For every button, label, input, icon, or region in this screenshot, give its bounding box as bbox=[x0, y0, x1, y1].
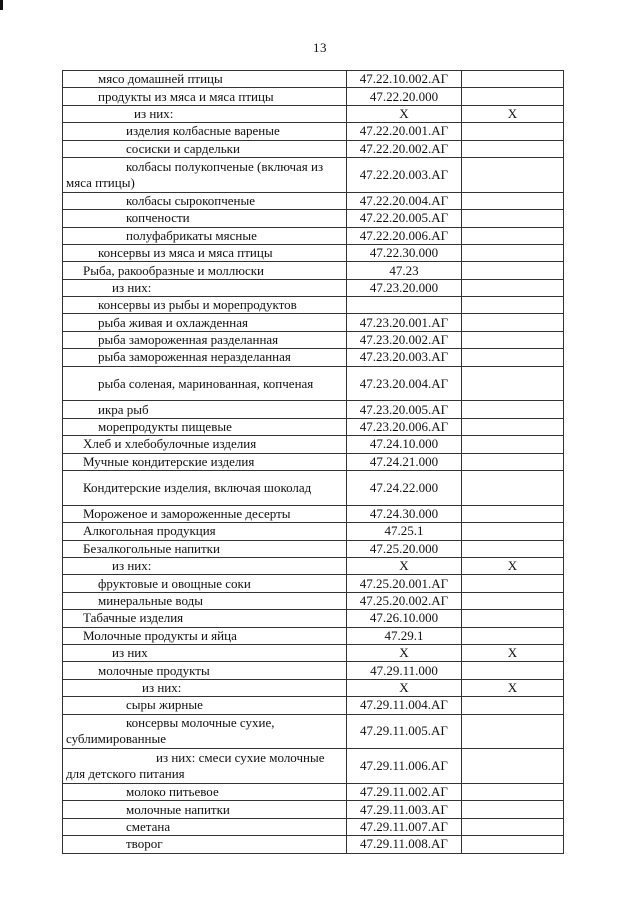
mark-cell bbox=[462, 140, 564, 157]
table-row bbox=[63, 297, 564, 314]
product-name-cell: Кондитерские изделия, включая шоколад bbox=[63, 471, 347, 506]
table-row bbox=[63, 801, 564, 818]
mark-cell bbox=[462, 471, 564, 506]
product-name-cell: фруктовые и овощные соки bbox=[63, 575, 347, 592]
okved-code-cell: 47.23.20.004.АГ bbox=[347, 366, 462, 401]
mark-cell bbox=[462, 418, 564, 435]
okved-code-cell: Х bbox=[347, 679, 462, 696]
table-row bbox=[63, 192, 564, 209]
product-name-cell: консервы из мяса и мяса птицы bbox=[63, 244, 347, 261]
okved-code-cell: 47.23.20.001.АГ bbox=[347, 314, 462, 331]
product-name-cell: Молочные продукты и яйца bbox=[63, 627, 347, 644]
product-name-cell: сыры жирные bbox=[63, 697, 347, 714]
product-name-cell: полуфабрикаты мясные bbox=[63, 227, 347, 244]
table-row bbox=[63, 279, 564, 296]
okved-code-cell: Х bbox=[347, 557, 462, 574]
table-row bbox=[63, 749, 564, 784]
table-row bbox=[63, 71, 564, 88]
mark-cell bbox=[462, 227, 564, 244]
products-table bbox=[62, 70, 564, 854]
table-row bbox=[63, 471, 564, 506]
mark-cell bbox=[462, 836, 564, 853]
okved-code-cell: 47.23.20.003.АГ bbox=[347, 349, 462, 366]
okved-code-cell: 47.24.10.000 bbox=[347, 436, 462, 453]
okved-code-cell: 47.26.10.000 bbox=[347, 610, 462, 627]
product-name-cell: из них: bbox=[63, 557, 347, 574]
product-name-cell: рыба замороженная неразделанная bbox=[63, 349, 347, 366]
mark-cell bbox=[462, 592, 564, 609]
okved-code-cell: 47.29.11.007.АГ bbox=[347, 818, 462, 835]
mark-cell bbox=[462, 610, 564, 627]
table-row bbox=[63, 610, 564, 627]
table-row bbox=[63, 123, 564, 140]
mark-cell bbox=[462, 157, 564, 192]
table-row bbox=[63, 557, 564, 574]
okved-code-cell: 47.25.1 bbox=[347, 523, 462, 540]
mark-cell: Х bbox=[462, 679, 564, 696]
okved-code-cell: 47.24.21.000 bbox=[347, 453, 462, 470]
table-row bbox=[63, 210, 564, 227]
okved-code-cell: 47.29.11.002.АГ bbox=[347, 784, 462, 801]
okved-code-cell: 47.29.11.005.АГ bbox=[347, 714, 462, 749]
okved-code-cell: 47.23.20.005.АГ bbox=[347, 401, 462, 418]
okved-code-cell: Х bbox=[347, 644, 462, 661]
corner-mark bbox=[0, 0, 3, 10]
mark-cell bbox=[462, 436, 564, 453]
mark-cell: Х bbox=[462, 644, 564, 661]
table-row bbox=[63, 540, 564, 557]
okved-code-cell: 47.29.11.000 bbox=[347, 662, 462, 679]
table-row bbox=[63, 349, 564, 366]
okved-code-cell: 47.29.11.004.АГ bbox=[347, 697, 462, 714]
table-row bbox=[63, 314, 564, 331]
mark-cell bbox=[462, 71, 564, 88]
okved-code-cell: 47.25.20.002.АГ bbox=[347, 592, 462, 609]
mark-cell: Х bbox=[462, 557, 564, 574]
table-row bbox=[63, 262, 564, 279]
okved-code-cell: 47.22.30.000 bbox=[347, 244, 462, 261]
okved-code-cell: 47.22.20.003.АГ bbox=[347, 157, 462, 192]
mark-cell: Х bbox=[462, 105, 564, 122]
okved-code-cell: 47.24.30.000 bbox=[347, 505, 462, 522]
mark-cell bbox=[462, 627, 564, 644]
table-row bbox=[63, 244, 564, 261]
mark-cell bbox=[462, 279, 564, 296]
mark-cell bbox=[462, 349, 564, 366]
mark-cell bbox=[462, 749, 564, 784]
table-row bbox=[63, 401, 564, 418]
table-row bbox=[63, 836, 564, 853]
okved-code-cell: 47.29.11.003.АГ bbox=[347, 801, 462, 818]
okved-code-cell: 47.25.20.001.АГ bbox=[347, 575, 462, 592]
product-name-cell: сосиски и сардельки bbox=[63, 140, 347, 157]
product-name-cell: Хлеб и хлебобулочные изделия bbox=[63, 436, 347, 453]
mark-cell bbox=[462, 88, 564, 105]
mark-cell bbox=[462, 401, 564, 418]
mark-cell bbox=[462, 505, 564, 522]
product-name-cell: сметана bbox=[63, 818, 347, 835]
table-row bbox=[63, 714, 564, 749]
okved-code-cell: 47.23 bbox=[347, 262, 462, 279]
product-name-cell: колбасы полукопченые (включая из мяса птицы) bbox=[63, 157, 347, 192]
mark-cell bbox=[462, 297, 564, 314]
table-row bbox=[63, 140, 564, 157]
okved-code-cell bbox=[347, 297, 462, 314]
mark-cell bbox=[462, 523, 564, 540]
mark-cell bbox=[462, 697, 564, 714]
table-row bbox=[63, 366, 564, 401]
product-name-cell: Мучные кондитерские изделия bbox=[63, 453, 347, 470]
mark-cell bbox=[462, 801, 564, 818]
product-name-cell: Мороженое и замороженные десерты bbox=[63, 505, 347, 522]
product-name-cell: творог bbox=[63, 836, 347, 853]
product-name-cell: Алкогольная продукция bbox=[63, 523, 347, 540]
table-row bbox=[63, 88, 564, 105]
mark-cell bbox=[462, 784, 564, 801]
product-name-cell: продукты из мяса и мяса птицы bbox=[63, 88, 347, 105]
okved-code-cell: 47.25.20.000 bbox=[347, 540, 462, 557]
table-row bbox=[63, 627, 564, 644]
product-name-cell: изделия колбасные вареные bbox=[63, 123, 347, 140]
mark-cell bbox=[462, 192, 564, 209]
product-name-cell: молочные напитки bbox=[63, 801, 347, 818]
table-row bbox=[63, 453, 564, 470]
table-row bbox=[63, 644, 564, 661]
okved-code-cell: 47.24.22.000 bbox=[347, 471, 462, 506]
product-name-cell: рыба живая и охлажденная bbox=[63, 314, 347, 331]
product-name-cell: из них: bbox=[63, 105, 347, 122]
mark-cell bbox=[462, 662, 564, 679]
mark-cell bbox=[462, 366, 564, 401]
mark-cell bbox=[462, 244, 564, 261]
product-name-cell: из них: смеси сухие молочные для детского питания bbox=[63, 749, 347, 784]
okved-code-cell: 47.23.20.002.АГ bbox=[347, 331, 462, 348]
product-name-cell: минеральные воды bbox=[63, 592, 347, 609]
table-row bbox=[63, 157, 564, 192]
product-name-cell: колбасы сырокопченые bbox=[63, 192, 347, 209]
okved-code-cell: 47.29.11.008.АГ bbox=[347, 836, 462, 853]
product-name-cell: из них: bbox=[63, 679, 347, 696]
mark-cell bbox=[462, 123, 564, 140]
table-row bbox=[63, 523, 564, 540]
product-name-cell: Безалкогольные напитки bbox=[63, 540, 347, 557]
okved-code-cell: 47.22.20.000 bbox=[347, 88, 462, 105]
table-row bbox=[63, 662, 564, 679]
table-row bbox=[63, 784, 564, 801]
product-name-cell: консервы из рыбы и морепродуктов bbox=[63, 297, 347, 314]
table-row bbox=[63, 331, 564, 348]
product-name-cell: копчености bbox=[63, 210, 347, 227]
product-name-cell: из них: bbox=[63, 279, 347, 296]
table-row bbox=[63, 818, 564, 835]
product-name-cell: морепродукты пищевые bbox=[63, 418, 347, 435]
okved-code-cell: 47.29.11.006.АГ bbox=[347, 749, 462, 784]
okved-code-cell: 47.22.20.002.АГ bbox=[347, 140, 462, 157]
mark-cell bbox=[462, 331, 564, 348]
product-name-cell: консервы молочные сухие, сублимированные bbox=[63, 714, 347, 749]
mark-cell bbox=[462, 210, 564, 227]
mark-cell bbox=[462, 262, 564, 279]
okved-code-cell: 47.22.20.006.АГ bbox=[347, 227, 462, 244]
table-row bbox=[63, 592, 564, 609]
table-row bbox=[63, 505, 564, 522]
product-name-cell: мясо домашней птицы bbox=[63, 71, 347, 88]
table-row bbox=[63, 679, 564, 696]
table-row bbox=[63, 227, 564, 244]
mark-cell bbox=[462, 540, 564, 557]
okved-code-cell: 47.29.1 bbox=[347, 627, 462, 644]
product-name-cell: Рыба, ракообразные и моллюски bbox=[63, 262, 347, 279]
product-name-cell: Табачные изделия bbox=[63, 610, 347, 627]
product-name-cell: молоко питьевое bbox=[63, 784, 347, 801]
okved-code-cell: Х bbox=[347, 105, 462, 122]
table-row bbox=[63, 436, 564, 453]
okved-code-cell: 47.22.20.004.АГ bbox=[347, 192, 462, 209]
mark-cell bbox=[462, 714, 564, 749]
okved-code-cell: 47.22.20.005.АГ bbox=[347, 210, 462, 227]
product-name-cell: из них bbox=[63, 644, 347, 661]
product-name-cell: молочные продукты bbox=[63, 662, 347, 679]
table-row bbox=[63, 105, 564, 122]
okved-code-cell: 47.22.20.001.АГ bbox=[347, 123, 462, 140]
table-row bbox=[63, 697, 564, 714]
okved-code-cell: 47.23.20.006.АГ bbox=[347, 418, 462, 435]
product-name-cell: рыба замороженная разделанная bbox=[63, 331, 347, 348]
product-name-cell: икра рыб bbox=[63, 401, 347, 418]
mark-cell bbox=[462, 575, 564, 592]
okved-code-cell: 47.23.20.000 bbox=[347, 279, 462, 296]
table-row bbox=[63, 575, 564, 592]
table-row bbox=[63, 418, 564, 435]
product-name-cell: рыба соленая, маринованная, копченая bbox=[63, 366, 347, 401]
mark-cell bbox=[462, 453, 564, 470]
okved-code-cell: 47.22.10.002.АГ bbox=[347, 71, 462, 88]
mark-cell bbox=[462, 314, 564, 331]
page-number: 13 bbox=[313, 40, 327, 55]
mark-cell bbox=[462, 818, 564, 835]
